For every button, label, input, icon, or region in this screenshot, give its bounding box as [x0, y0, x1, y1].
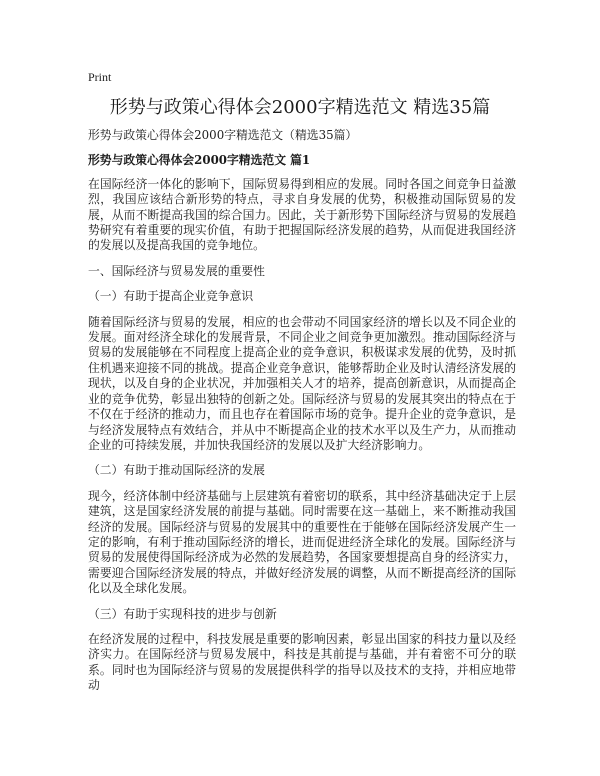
subsection-paragraph-2: 现今，经济体制中经济基础与上层建筑有着密切的联系，其中经济基础决定于上层建筑，这是国家经济发展的前提与基础。同时需要在这一基础上，来不断推动我国经济的发展。国际经济与贸易的发展其中的重要性在于能够在国际经济发展产生一定的影响，有利于推动国际经济的增长，进而促进经济全球化的发展。国际经济与贸易的发展使得国际经济成为必然的发展趋势，各国家要想提高自身的经济实力，需要迎合国际经济发展的特点，并做好经济发展的调整，从而不断提高经济的国际化以及全球化发展。: [88, 488, 516, 596]
article-subtitle: 形势与政策心得体会2000字精选范文（精选35篇）: [88, 128, 358, 142]
subsection-heading-2: （二）有助于推动国际经济的发展: [88, 463, 265, 478]
article-body: [88, 128, 516, 704]
subsection-heading-3: （三）有助于实现科技的进步与创新: [88, 606, 277, 621]
page-title: 形势与政策心得体会2000字精选范文 精选35篇: [109, 97, 491, 118]
section-heading-1: 一、国际经济与贸易发展的重要性: [88, 263, 265, 278]
subsection-heading-1: （一）有助于提高企业竞争意识: [88, 289, 254, 304]
subsection-paragraph-3: 在经济发展的过程中，科技发展是重要的影响因素，彰显出国家的科技力量以及经济实力。在国际经济与贸易发展中，科技是其前提与基础，并有着密不可分的联系。同时也为国际经济与贸易的发展提供科学的指导以及技术的支持，并相应地带动: [88, 631, 516, 693]
subsection-paragraph-1: 随着国际经济与贸易的发展，相应的也会带动不同国家经济的增长以及不同企业的发展。面对经济全球化的发展背景，不同企业之间竞争更加激烈。推动国际经济与贸易的发展能够在不同程度上提高企业的竞争意识，积极谋求发展的优势，及时抓住机遇来迎接不同的挑战。提高企业竞争意识，能够帮助企业及时认清经济发展的现状，以及自身的企业状况，并加强相关人才的培养，提高创新意识，从而提高企业的竞争优势，彰显出独特的创新之处。国际经济与贸易的发展其突出的特点在于不仅在于经济的推动力，而且也存在着国际市场的竞争。提升企业的竞争意识，是与经济发展特点有效结合，并从中不断提高企业的技术水平以及生产力，从而推动企业的可持续发展，并加快我国经济的发展以及扩大经济影响力。: [88, 314, 516, 452]
chapter-title: 形势与政策心得体会2000字精选范文 篇1: [88, 153, 311, 168]
print-link[interactable]: Print: [88, 70, 112, 84]
intro-paragraph: 在国际经济一体化的影响下，国际贸易得到相应的发展。同时各国之间竞争日益激烈，我国应该结合新形势的特点，寻求自身发展的优势，积极推动国际贸易的发展，从而不断提高我国的综合国力。因此，关于新形势下国际经济与贸易的发展趋势研究有着重要的现实价值，有助于把握国际经济发展的趋势，从而促进我国经济的发展以及提高我国的竞争地位。: [88, 176, 516, 253]
